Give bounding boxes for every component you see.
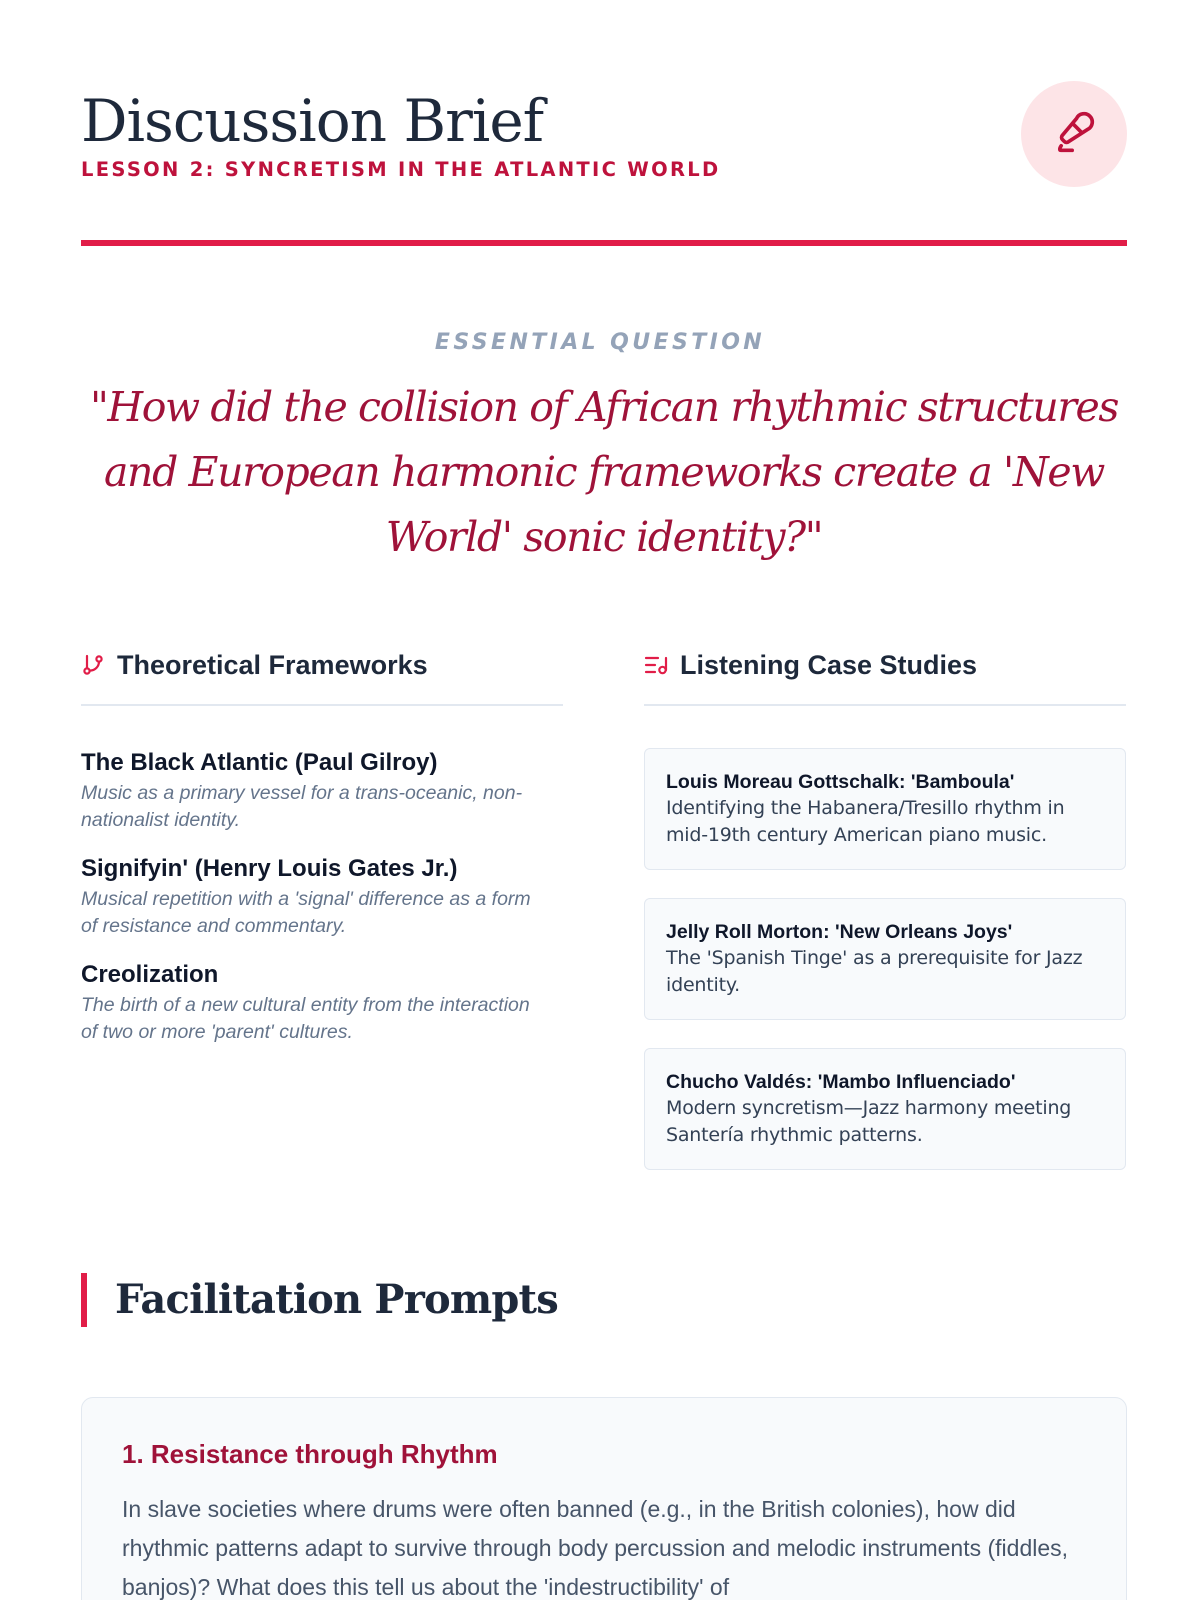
framework-description: Music as a primary vessel for a trans-oceanic, non-nationalist identity. [81,782,523,831]
case-study-title: Louis Moreau Gottschalk: 'Bamboula' [666,771,1015,793]
facilitation-heading: Facilitation Prompts [115,1276,558,1323]
framework-title: The Black Atlantic (Paul Gilroy) [81,749,438,776]
page-title: Discussion Brief [81,87,544,155]
case-study-title: Jelly Roll Morton: 'New Orleans Joys' [666,921,1013,943]
section-accent-bar [81,1273,87,1327]
case-studies-heading: Listening Case Studies [680,650,978,680]
framework-description: Musical repetition with a 'signal' difference as a form of resistance and commentary. [81,888,531,937]
lesson-subtitle: LESSON 2: SYNCRETISM IN THE ATLANTIC WORLD [81,158,721,181]
frameworks-list [81,748,563,1046]
list-item [81,748,563,834]
frameworks-heading: Theoretical Frameworks [117,650,428,680]
case-study-description: The 'Spanish Tinge' as a prerequisite for Jazz identity. [666,947,1083,996]
case-study-card [644,1048,1126,1170]
case-studies-header [644,650,1126,706]
essential-question-quote: "How did the collision of African rhythmic structures and European harmonic frameworks create a 'New World' sonic identity?" [89,383,1119,561]
frameworks-header [81,650,563,706]
case-study-description: Identifying the Habanera/Tresillo rhythm in mid-19th century American piano music. [666,797,1065,846]
prompt-body: In slave societies where drums were often banned (e.g., in the British colonies), how did rhythmic patterns adapt to survive through body percussion and melodic instruments (fiddles, banjos)? What does this tell us about the 'indestructibility' of [122,1496,1069,1600]
case-studies-column [644,650,1126,1198]
prompt-title: 1. Resistance through Rhythm [122,1439,498,1469]
case-study-title: Chucho Valdés: 'Mambo Influenciado' [666,1071,1016,1093]
framework-title: Signifyin' (Henry Louis Gates Jr.) [81,855,458,882]
framework-description: The birth of a new cultural entity from the interaction of two or more 'parent' cultures. [81,994,530,1043]
microphone-icon [1052,110,1096,159]
microphone-badge [1021,81,1127,187]
prompt-card [81,1397,1127,1600]
list-item [81,960,563,1046]
list-item [81,854,563,940]
playlist-music-icon [644,650,680,680]
essential-question-label: ESSENTIAL QUESTION [434,330,766,355]
framework-title: Creolization [81,961,219,988]
git-merge-icon [81,650,117,680]
case-study-card [644,748,1126,870]
case-study-card [644,898,1126,1020]
frameworks-column [81,650,563,1066]
case-studies-list [644,748,1126,1170]
facilitation-header [81,1273,1127,1327]
page-header [81,78,1127,248]
case-study-description: Modern syncretism—Jazz harmony meeting Santería rhythmic patterns. [666,1097,1072,1146]
header-divider [81,240,1127,246]
